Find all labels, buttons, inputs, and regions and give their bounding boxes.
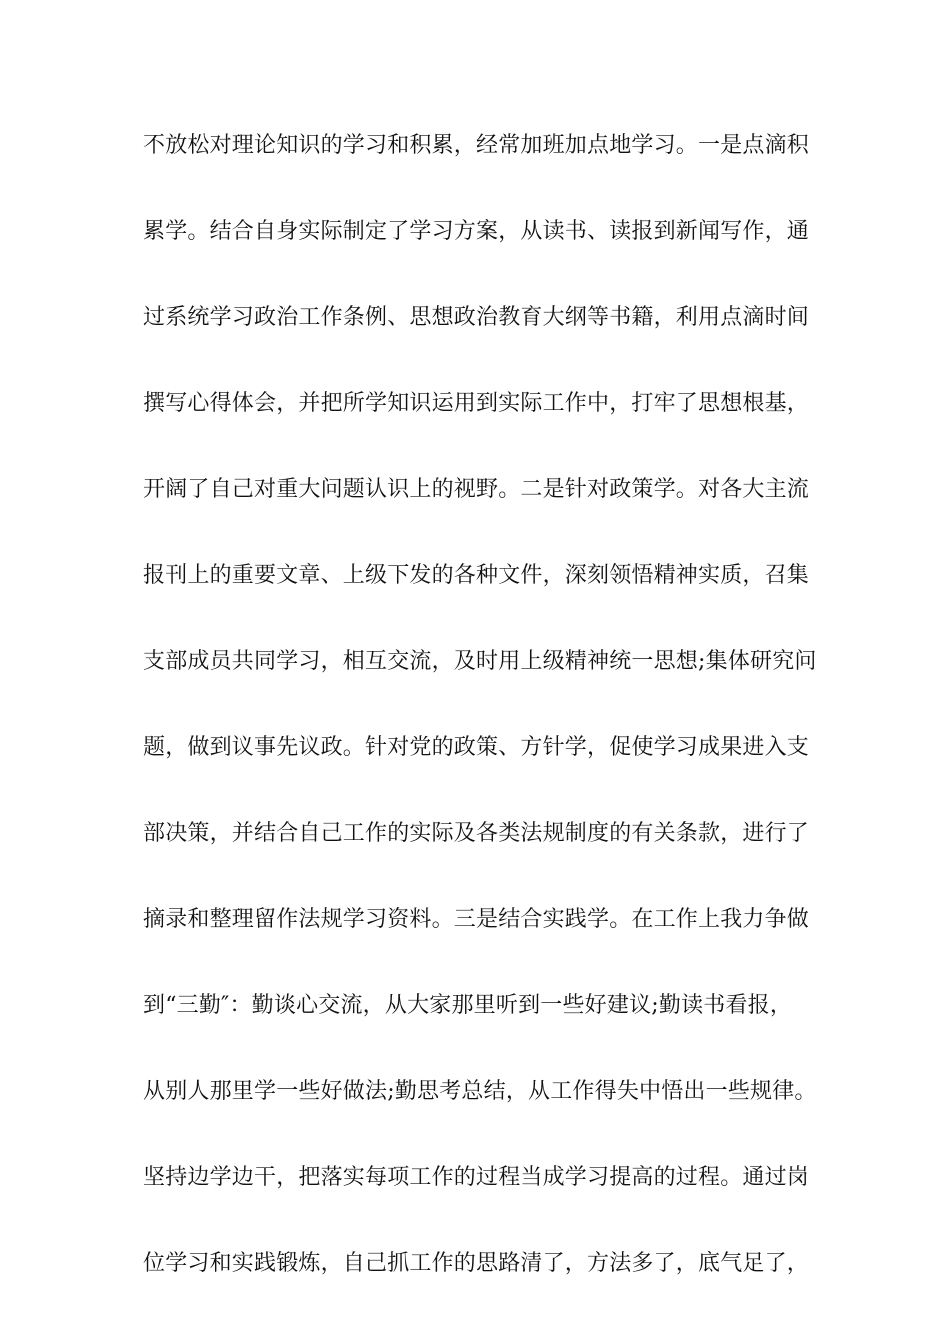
- text-line: 累学。结合自身实际制定了学习方案，从读书、读报到新闻写作，通: [143, 219, 810, 244]
- text-line: 到“三勤″：勤谈心交流，从大家那里听到一些好建议;勤读书看报，: [143, 993, 793, 1018]
- text-line: 坚持边学边干，把落实每项工作的过程当成学习提高的过程。通过岗: [143, 1165, 810, 1190]
- text-line: 部决策，并结合自己工作的实际及各类法规制度的有关条款，进行了: [143, 821, 810, 846]
- text-line: 位学习和实践锻炼，自己抓工作的思路清了，方法多了，底气足了，: [143, 1251, 810, 1276]
- text-line: 摘录和整理留作法规学习资料。三是结合实践学。在工作上我力争做: [143, 907, 810, 932]
- text-line: 开阔了自己对重大问题认识上的视野。二是针对政策学。对各大主流: [143, 477, 810, 502]
- text-line: 报刊上的重要文章、上级下发的各种文件，深刻领悟精神实质，召集: [143, 563, 810, 588]
- text-line: 不放松对理论知识的学习和积累，经常加班加点地学习。一是点滴积: [143, 133, 810, 158]
- text-line: 从别人那里学一些好做法;勤思考总结，从工作得失中悟出一些规律。: [143, 1079, 817, 1104]
- text-line: 过系统学习政治工作条例、思想政治教育大纲等书籍，利用点滴时间: [143, 305, 810, 330]
- text-line: 支部成员共同学习，相互交流，及时用上级精神统一思想;集体研究问: [143, 649, 817, 674]
- body-text: [143, 122, 823, 1326]
- text-line: 撰写心得体会，并把所学知识运用到实际工作中，打牢了思想根基，: [143, 391, 810, 416]
- text-line: 题，做到议事先议政。针对党的政策、方针学，促使学习成果进入支: [143, 735, 810, 760]
